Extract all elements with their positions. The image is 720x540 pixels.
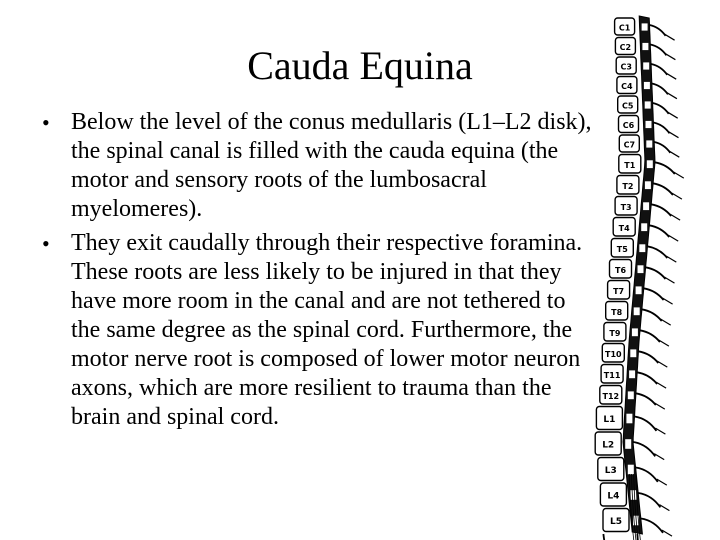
slide-title: Cauda Equina bbox=[247, 43, 473, 88]
nerve-root bbox=[672, 193, 682, 199]
vertebra-label: T1 bbox=[624, 160, 636, 170]
vertebra-label: L2 bbox=[602, 440, 615, 451]
spinous-process bbox=[636, 393, 656, 405]
spinous-process bbox=[636, 468, 658, 482]
vertebra-label: L5 bbox=[610, 517, 622, 527]
cord-segment-mark bbox=[643, 202, 649, 210]
spinous-process bbox=[654, 123, 670, 134]
nerve-root bbox=[655, 428, 665, 434]
cord-segment-mark bbox=[647, 160, 653, 168]
cord-segment-mark bbox=[625, 439, 631, 449]
spinous-process bbox=[651, 204, 671, 216]
cord-segment-mark bbox=[643, 62, 649, 69]
spinous-process bbox=[638, 351, 658, 363]
spinous-process bbox=[650, 45, 666, 56]
vertebra-label: L3 bbox=[604, 466, 617, 476]
cord-segment-mark bbox=[638, 265, 644, 273]
cord-segment-mark bbox=[642, 23, 648, 30]
vertebra-label: C4 bbox=[621, 82, 633, 91]
spinous-process bbox=[655, 162, 675, 174]
spinous-process bbox=[647, 246, 667, 258]
vertebra-label: L1 bbox=[603, 415, 616, 425]
spinal-column-illustration bbox=[588, 12, 720, 540]
cord-segment-mark bbox=[644, 82, 650, 89]
vertebra-label: T3 bbox=[620, 202, 632, 212]
nerve-root bbox=[668, 112, 678, 118]
spinous-process bbox=[654, 142, 670, 153]
spinous-process bbox=[651, 64, 667, 75]
nerve-root bbox=[659, 340, 669, 346]
vertebra-label: C2 bbox=[619, 43, 632, 52]
bullet-text: They exit caudally through their respective foramina. These roots are less likely to be injured in that they have more room in the canal and are not tethered to the same degree as the spinal cord. Furthermore, the motor nerve root is composed of lower motor neuron axons, which are more resilient to trauma than the brain and spinal cord. bbox=[71, 230, 583, 430]
nerve-root bbox=[656, 382, 666, 388]
cord-segment-mark bbox=[645, 101, 651, 108]
vertebra-label: T11 bbox=[603, 370, 621, 380]
bullet-item bbox=[40, 229, 600, 432]
bullet-icon: • bbox=[42, 231, 50, 256]
nerve-root bbox=[665, 34, 675, 40]
nerve-root bbox=[659, 505, 669, 511]
nerve-root bbox=[654, 454, 664, 460]
nerve-root bbox=[666, 73, 676, 79]
bullet-item bbox=[40, 108, 600, 224]
vertebra-label: L4 bbox=[607, 491, 620, 502]
nerve-root bbox=[669, 132, 679, 138]
bullet-list bbox=[40, 108, 600, 437]
spinous-process bbox=[634, 417, 656, 431]
cord-segment-mark bbox=[646, 121, 652, 128]
nerve-root bbox=[666, 256, 676, 262]
spinous-process bbox=[633, 442, 655, 456]
sacrum-outline bbox=[603, 534, 659, 540]
spinous-process bbox=[646, 267, 666, 279]
spinous-process bbox=[653, 183, 673, 195]
spinous-process bbox=[650, 25, 666, 36]
nerve-root bbox=[663, 298, 673, 304]
cord-segment-mark bbox=[646, 140, 652, 147]
nerve-root bbox=[662, 530, 672, 536]
vertebra-label: T2 bbox=[622, 181, 634, 191]
coccyx-outline bbox=[637, 534, 663, 540]
vertebra-label: T7 bbox=[613, 286, 625, 296]
spinous-process bbox=[649, 225, 669, 237]
spinous-process bbox=[652, 84, 668, 95]
vertebra-label: C7 bbox=[623, 140, 636, 150]
bullet-icon: • bbox=[42, 110, 50, 135]
spinous-process bbox=[638, 493, 660, 507]
spinous-process bbox=[640, 330, 660, 342]
nerve-root bbox=[669, 151, 679, 157]
bullet-text: Below the level of the conus medullaris (L1–L2 disk), the spinal canal is filled with the cauda equina (the motor and sensory roots of the lumbosacral myelomeres). bbox=[71, 109, 592, 222]
vertebra-label: T12 bbox=[602, 391, 620, 401]
vertebra-label: T8 bbox=[611, 307, 623, 317]
cord-segment-mark bbox=[630, 490, 636, 500]
vertebra-label: T6 bbox=[614, 265, 627, 275]
cord-segment-mark bbox=[632, 328, 638, 336]
nerve-root bbox=[668, 235, 678, 241]
vertebra-label: C5 bbox=[621, 101, 634, 111]
spinous-process bbox=[653, 103, 669, 114]
cord-segment-mark bbox=[639, 244, 645, 252]
vertebra-label: T4 bbox=[618, 223, 630, 233]
cord-segment-mark bbox=[641, 223, 647, 231]
cord-segment-mark bbox=[630, 349, 636, 357]
nerve-root bbox=[657, 361, 667, 367]
cord-segment-mark bbox=[628, 465, 634, 475]
spinous-process bbox=[641, 519, 663, 533]
spinous-process bbox=[637, 372, 657, 384]
cord-segment-mark bbox=[628, 391, 634, 399]
spinous-process bbox=[642, 309, 662, 321]
vertebra-label: C1 bbox=[618, 23, 631, 33]
cord-segment-mark bbox=[642, 43, 648, 50]
vertebra-label: C6 bbox=[622, 121, 635, 130]
nerve-root bbox=[667, 93, 677, 99]
cord-segment-mark bbox=[645, 181, 651, 189]
vertebra-label: T5 bbox=[616, 244, 628, 254]
vertebra-label: T10 bbox=[605, 349, 622, 359]
cord-segment-mark bbox=[629, 370, 635, 378]
cord-segment-mark bbox=[636, 286, 642, 294]
vertebra-label: C3 bbox=[620, 62, 632, 72]
spinous-process bbox=[644, 288, 664, 300]
nerve-root bbox=[674, 172, 684, 178]
nerve-root bbox=[657, 479, 667, 485]
nerve-root bbox=[665, 277, 675, 283]
nerve-root bbox=[661, 319, 671, 325]
cord-segment-mark bbox=[626, 414, 632, 424]
nerve-root bbox=[670, 214, 680, 220]
nerve-root bbox=[665, 54, 675, 60]
cord-segment-mark bbox=[634, 307, 640, 315]
nerve-root bbox=[655, 403, 665, 409]
vertebra-label: T9 bbox=[609, 328, 621, 338]
